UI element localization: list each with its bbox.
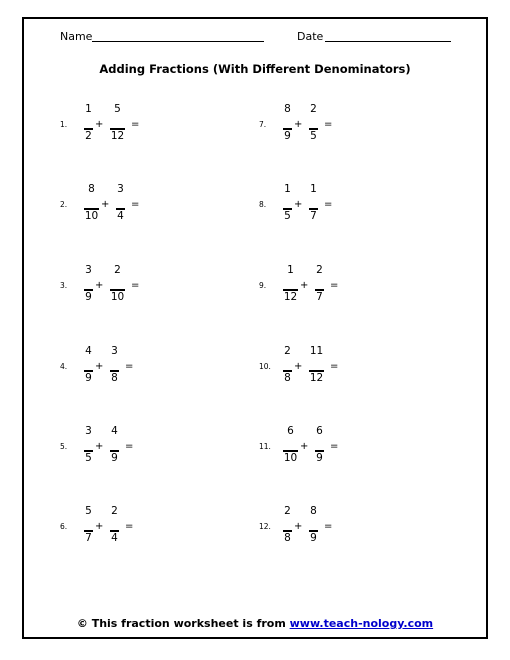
denominator: 9: [316, 452, 323, 464]
footer-text: © This fraction worksheet is from: [76, 617, 290, 630]
plus-sign: +: [294, 521, 303, 532]
denominator: 9: [85, 291, 92, 303]
plus-sign: +: [294, 119, 303, 130]
problem-number: 2.: [60, 200, 68, 209]
numerator: 2: [114, 264, 121, 276]
equals-sign: =: [330, 441, 339, 452]
equals-sign: =: [131, 119, 140, 130]
numerator: 5: [114, 103, 121, 115]
denominator: 12: [110, 130, 125, 142]
denominator: 9: [85, 372, 92, 384]
numerator: 3: [85, 264, 92, 276]
problem-6: [60, 505, 180, 549]
equals-sign: =: [324, 119, 333, 130]
problem-number: 12.: [259, 522, 271, 531]
denominator: 12: [309, 372, 324, 384]
plus-sign: +: [95, 441, 104, 452]
equals-sign: =: [324, 199, 333, 210]
problem-7: [259, 103, 379, 147]
problem-11: [259, 425, 379, 469]
numerator: 8: [284, 103, 291, 115]
denominator: 7: [316, 291, 323, 303]
equals-sign: =: [324, 521, 333, 532]
numerator: 2: [284, 505, 291, 517]
denominator: 10: [84, 210, 99, 222]
footer-credit: [0, 617, 510, 630]
denominator: 7: [310, 210, 317, 222]
problem-number: 11.: [259, 442, 271, 451]
denominator: 8: [284, 532, 291, 544]
plus-sign: +: [101, 199, 110, 210]
problem-12: [259, 505, 379, 549]
numerator: 3: [111, 345, 118, 357]
problem-number: 7.: [259, 120, 267, 129]
equals-sign: =: [125, 361, 134, 372]
problem-number: 4.: [60, 362, 68, 371]
numerator: 6: [287, 425, 294, 437]
numerator: 2: [284, 345, 291, 357]
numerator: 1: [310, 183, 317, 195]
numerator: 1: [284, 183, 291, 195]
name-field-line[interactable]: [92, 41, 264, 42]
denominator: 10: [283, 452, 298, 464]
plus-sign: +: [95, 119, 104, 130]
numerator: 4: [85, 345, 92, 357]
equals-sign: =: [131, 199, 140, 210]
numerator: 1: [287, 264, 294, 276]
denominator: 4: [111, 532, 118, 544]
worksheet-title: Adding Fractions (With Different Denominators): [99, 62, 411, 76]
denominator: 8: [111, 372, 118, 384]
problem-number: 8.: [259, 200, 267, 209]
problem-number: 3.: [60, 281, 68, 290]
numerator: 11: [309, 345, 324, 357]
denominator: 9: [284, 130, 291, 142]
plus-sign: +: [300, 280, 309, 291]
equals-sign: =: [125, 441, 134, 452]
denominator: 9: [111, 452, 118, 464]
problem-number: 1.: [60, 120, 68, 129]
denominator: 7: [85, 532, 92, 544]
problem-10: [259, 345, 379, 389]
plus-sign: +: [294, 199, 303, 210]
denominator: 10: [110, 291, 125, 303]
numerator: 2: [310, 103, 317, 115]
numerator: 3: [85, 425, 92, 437]
plus-sign: +: [95, 521, 104, 532]
plus-sign: +: [294, 361, 303, 372]
denominator: 5: [310, 130, 317, 142]
problem-4: [60, 345, 180, 389]
plus-sign: +: [95, 361, 104, 372]
denominator: 2: [85, 130, 92, 142]
problem-2: [60, 183, 180, 227]
problem-number: 6.: [60, 522, 68, 531]
denominator: 12: [283, 291, 298, 303]
date-label: Date: [297, 30, 324, 43]
numerator: 6: [316, 425, 323, 437]
plus-sign: +: [300, 441, 309, 452]
equals-sign: =: [330, 361, 339, 372]
denominator: 4: [117, 210, 124, 222]
numerator: 8: [88, 183, 95, 195]
problem-5: [60, 425, 180, 469]
plus-sign: +: [95, 280, 104, 291]
problem-number: 5.: [60, 442, 68, 451]
equals-sign: =: [131, 280, 140, 291]
date-field-line[interactable]: [325, 41, 451, 42]
numerator: 1: [85, 103, 92, 115]
denominator: 5: [85, 452, 92, 464]
problem-8: [259, 183, 379, 227]
numerator: 5: [85, 505, 92, 517]
numerator: 8: [310, 505, 317, 517]
numerator: 2: [316, 264, 323, 276]
numerator: 4: [111, 425, 118, 437]
denominator: 8: [284, 372, 291, 384]
problem-number: 9.: [259, 281, 267, 290]
problem-9: [259, 264, 379, 308]
numerator: 2: [111, 505, 118, 517]
equals-sign: =: [125, 521, 134, 532]
name-label: Name: [60, 30, 93, 43]
denominator: 9: [310, 532, 317, 544]
problem-3: [60, 264, 180, 308]
numerator: 3: [117, 183, 124, 195]
problem-number: 10.: [259, 362, 271, 371]
footer-link[interactable]: www.teach-nology.com: [289, 617, 434, 630]
equals-sign: =: [330, 280, 339, 291]
problem-1: [60, 103, 180, 147]
denominator: 5: [284, 210, 291, 222]
